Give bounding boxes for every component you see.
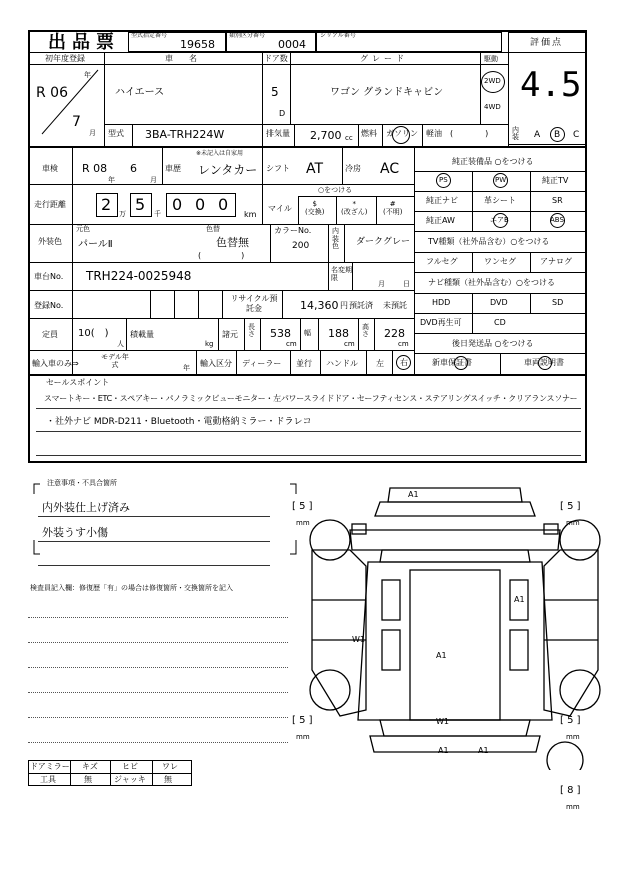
original-color: パールⅡ bbox=[78, 239, 113, 250]
form-title: 出品票 bbox=[48, 32, 120, 53]
chassis-no: TRH224-0025948 bbox=[86, 269, 192, 283]
damage-rear-a: A1 bbox=[438, 746, 449, 755]
mileage-digit: 0 bbox=[195, 195, 206, 214]
first-reg-month: 7 bbox=[72, 114, 81, 130]
drive-2wd: 2WD bbox=[484, 77, 501, 85]
category-no: 0004 bbox=[278, 38, 306, 51]
drive-4wd: 4WD bbox=[484, 103, 501, 111]
interior-a: A bbox=[534, 130, 541, 140]
inspector-label: 検査員記入欄：修復歴「有」の場合は修復箇所・交換箇所を記入 bbox=[30, 584, 233, 592]
model-code: 3BA-TRH224W bbox=[145, 128, 225, 141]
sales-point-line2: ・社外ナビ MDR-D211・Bluetooth・電動格納ミラー・ドラレコ bbox=[46, 417, 312, 427]
damage-right-side: A1 bbox=[514, 595, 525, 604]
shift-type: AT bbox=[306, 161, 324, 177]
ac-type: AC bbox=[380, 161, 400, 177]
width: 188 bbox=[328, 327, 349, 340]
vehicle-name: ハイエース bbox=[115, 87, 165, 98]
door-count: 5 bbox=[271, 85, 279, 99]
interior-c: C bbox=[573, 130, 580, 140]
length: 538 bbox=[270, 327, 291, 340]
height: 228 bbox=[384, 327, 405, 340]
damage-left-side: W1 bbox=[352, 635, 365, 644]
color-no: 200 bbox=[292, 241, 310, 251]
score-value: 4.5 bbox=[520, 65, 582, 105]
repaint-status: 色替無 bbox=[216, 236, 249, 249]
tire-spare-depth: [ 8 ] bbox=[560, 785, 581, 796]
notes-bracket bbox=[28, 480, 318, 560]
tire-rr-depth: [ 5 ] bbox=[560, 715, 581, 726]
damage-front: A1 bbox=[408, 490, 419, 499]
type-no: 19658 bbox=[180, 38, 215, 51]
tire-fr-depth: [ 5 ] bbox=[560, 501, 581, 512]
sales-point-label: セールスポイント bbox=[46, 378, 110, 387]
recycle-amount: 14,360 bbox=[300, 299, 339, 312]
vehicle-history: レンタカー bbox=[198, 163, 258, 177]
displacement: 2,700 bbox=[310, 129, 342, 142]
first-reg-year: R 06 bbox=[36, 85, 68, 101]
mileage-digit: 0 bbox=[172, 195, 183, 214]
tire-fl-depth: [ 5 ] bbox=[292, 501, 313, 512]
tire-rl-depth: [ 5 ] bbox=[292, 715, 313, 726]
mileage-digit: 0 bbox=[218, 195, 229, 214]
first-reg-slash bbox=[28, 64, 108, 144]
damage-rear-glass: W1 bbox=[436, 717, 449, 726]
inspection-year: R 08 bbox=[82, 162, 108, 175]
score-label: 評価点 bbox=[530, 38, 564, 48]
fuel-type: ガソリン bbox=[386, 129, 418, 138]
notes-label: 注意事項・不具合箇所 bbox=[44, 480, 120, 487]
mileage-digit: 5 bbox=[135, 195, 146, 214]
interior-color: ダークグレー bbox=[356, 237, 411, 247]
inspection-month: 6 bbox=[130, 162, 137, 175]
spare-tire bbox=[547, 742, 583, 770]
capacity: 10( ) bbox=[78, 328, 109, 339]
grade: ワゴン グランドキャビン bbox=[330, 87, 444, 98]
damage-rear-b: A1 bbox=[478, 746, 489, 755]
damage-roof: A1 bbox=[436, 651, 447, 660]
notes-line2: 外装うす小傷 bbox=[42, 526, 108, 539]
notes-line1: 内外装仕上げ済み bbox=[42, 501, 130, 514]
sales-point-line1: スマートキー・ETC・スペアキー・パノラミックビューモニター・左パワースライドドア・セーフティセンス・ステアリングスイッチ・クリアランスソナー bbox=[44, 394, 578, 403]
interior-b: B bbox=[554, 130, 561, 140]
mileage-digit: 2 bbox=[101, 195, 112, 214]
